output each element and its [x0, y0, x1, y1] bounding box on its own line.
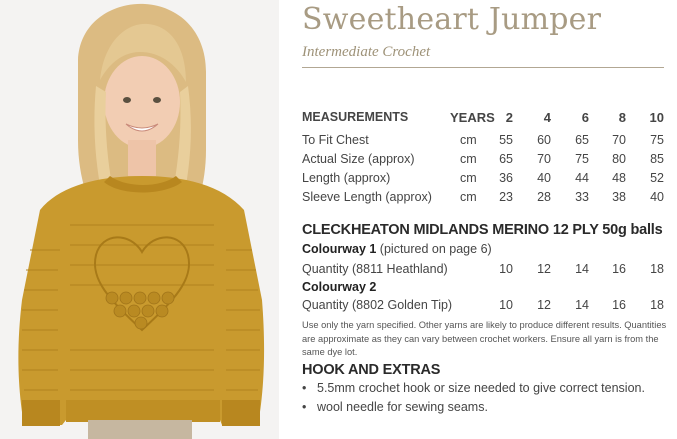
size-header: 10 — [649, 110, 664, 125]
quantity-value: 18 — [650, 298, 664, 312]
colourway-note: (pictured on page 6) — [376, 242, 492, 256]
extras-heading: HOOK AND EXTRAS — [302, 362, 441, 378]
measurement-value: 40 — [537, 171, 551, 185]
measurement-value: 28 — [537, 190, 551, 204]
measurement-value: 60 — [537, 133, 551, 147]
extras-item-text: 5.5mm crochet hook or size needed to give correct tension. — [317, 381, 645, 395]
measurement-value: 38 — [612, 190, 626, 204]
measurement-value: 65 — [499, 152, 513, 166]
measurement-value: 48 — [612, 171, 626, 185]
quantity-value: 14 — [575, 298, 589, 312]
measurement-label: Length (approx) — [302, 171, 391, 185]
child-wearing-jumper-photo — [0, 0, 279, 439]
bullet: • — [302, 400, 307, 414]
page-title: Sweetheart Jumper — [302, 2, 602, 37]
quantity-label: Quantity (8802 Golden Tip) — [302, 298, 453, 312]
size-header: 8 — [618, 110, 626, 125]
measurements-heading: MEASUREMENTS — [302, 110, 409, 124]
measurement-value: 40 — [650, 190, 664, 204]
quantity-value: 14 — [575, 262, 589, 276]
quantity-value: 10 — [499, 262, 513, 276]
yarn-heading: CLECKHEATON MIDLANDS MERINO 12 PLY 50g balls — [302, 222, 663, 238]
extras-item — [302, 381, 645, 395]
measurement-value: 75 — [575, 152, 589, 166]
unit: cm — [460, 152, 477, 166]
colourway-name: Colourway 1 — [302, 242, 377, 256]
page-subtitle: Intermediate Crochet — [302, 44, 431, 60]
quantity-value: 18 — [650, 262, 664, 276]
quantity-value: 16 — [612, 262, 626, 276]
quantity-value: 16 — [612, 298, 626, 312]
measurement-value: 33 — [575, 190, 589, 204]
measurement-value: 80 — [612, 152, 626, 166]
colourway-1-title — [302, 242, 492, 256]
measurement-label: Actual Size (approx) — [302, 152, 415, 166]
measurement-label: Sleeve Length (approx) — [302, 190, 432, 204]
quantity-value: 12 — [537, 298, 551, 312]
colourway-2-title — [302, 280, 376, 294]
quantity-label: Quantity (8811 Heathland) — [302, 262, 448, 276]
measurement-value: 55 — [499, 133, 513, 147]
yarn-note: Use only the yarn specified. Other yarns are likely to produce different results. Quantities are approximate as they can vary between crochet workers. Ensure all yarn is from the same dye lot. — [302, 320, 667, 357]
size-header: 2 — [505, 110, 513, 125]
bullet: • — [302, 381, 307, 395]
size-header: 6 — [581, 110, 589, 125]
measurement-value: 70 — [537, 152, 551, 166]
unit: cm — [460, 171, 477, 185]
measurement-value: 85 — [650, 152, 664, 166]
measurement-value: 23 — [499, 190, 513, 204]
quantity-value: 10 — [499, 298, 513, 312]
size-header: 4 — [543, 110, 551, 125]
measurement-value: 70 — [612, 133, 626, 147]
extras-item — [302, 400, 488, 414]
extras-item-text: wool needle for sewing seams. — [317, 400, 488, 414]
unit: cm — [460, 133, 477, 147]
measurement-value: 36 — [499, 171, 513, 185]
measurement-label: To Fit Chest — [302, 133, 369, 147]
product-photo — [0, 0, 279, 439]
title-divider — [302, 67, 664, 68]
measurement-value: 75 — [650, 133, 664, 147]
measurement-value: 52 — [650, 171, 664, 185]
unit: cm — [460, 190, 477, 204]
colourway-name: Colourway 2 — [302, 280, 377, 294]
years-label: YEARS — [450, 110, 495, 125]
measurement-value: 44 — [575, 171, 589, 185]
measurement-value: 65 — [575, 133, 589, 147]
quantity-value: 12 — [537, 262, 551, 276]
